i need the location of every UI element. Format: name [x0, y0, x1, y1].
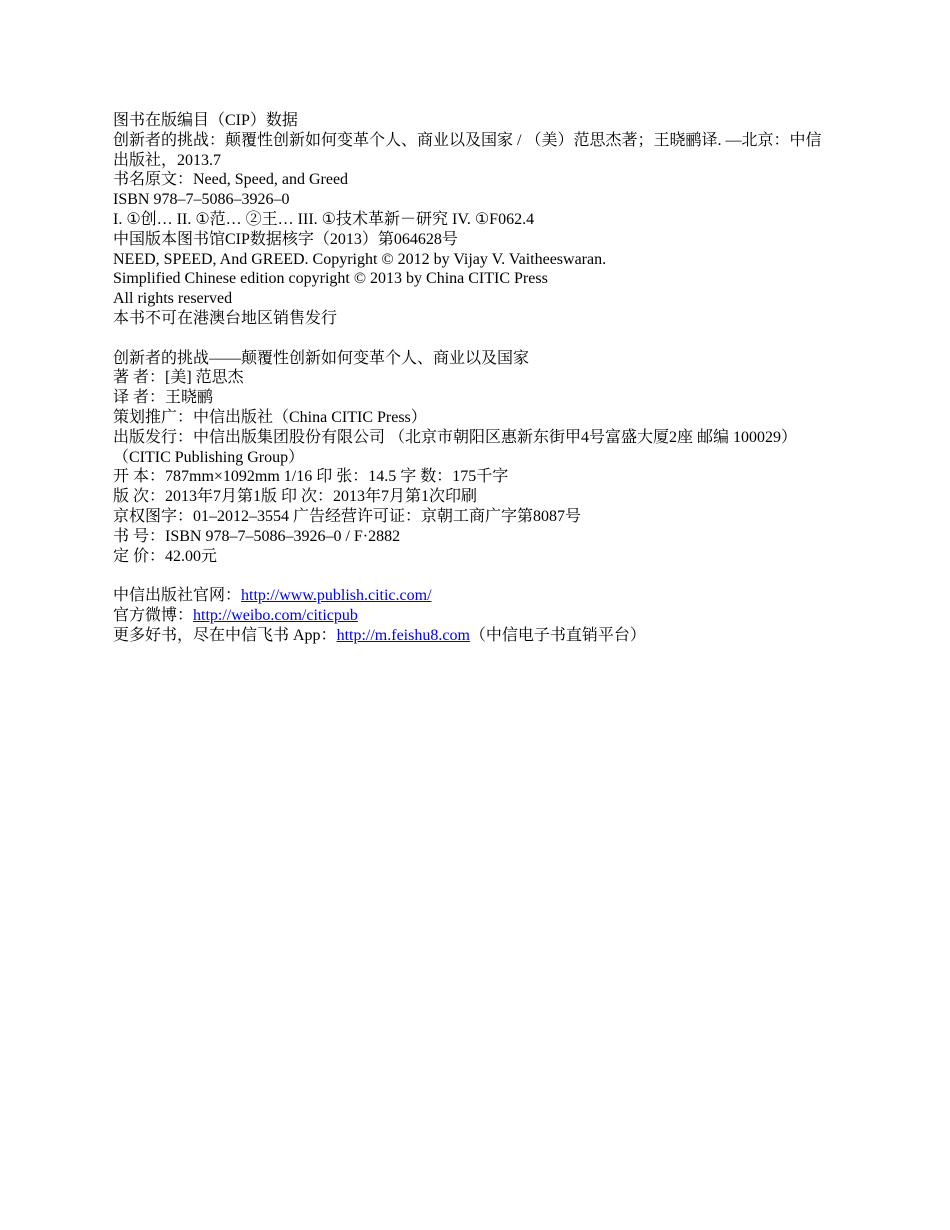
- cip-record: 创新者的挑战：颠覆性创新如何变革个人、商业以及国家 / （美）范思杰著；王晓鹂译. —北京：中信出版社，2013.7: [113, 131, 822, 169]
- cip-isbn: ISBN 978–7–5086–3926–0: [113, 191, 290, 209]
- license-line: 京权图字：01–2012–3554 广告经营许可证：京朝工商广字第8087号: [113, 507, 582, 525]
- cip-heading: 图书在版编目（CIP）数据: [113, 112, 298, 129]
- price-line: 定 价：42.00元: [113, 547, 218, 565]
- section-spacer: [113, 566, 833, 586]
- app-row: [113, 626, 833, 646]
- book-title: 创新者的挑战——颠覆性创新如何变革个人、商业以及国家: [113, 349, 530, 367]
- website-label: 中信出版社官网：: [113, 587, 242, 605]
- book-number-line: 书 号：ISBN 978–7–5086–3926–0 / F·2882: [113, 527, 401, 545]
- sales-restriction: 本书不可在港澳台地区销售发行: [113, 309, 338, 327]
- format-line: 开 本：787mm×1092mm 1/16 印 张：14.5 字 数：175千字: [113, 468, 509, 486]
- app-label: 更多好书，尽在中信飞书 App：: [113, 626, 337, 644]
- copyright-page: [113, 111, 833, 646]
- weibo-link[interactable]: http://weibo.com/citicpub: [193, 606, 358, 624]
- publisher-line: 出版发行：中信出版集团股份有限公司 （北京市朝阳区惠新东街甲4号富盛大厦2座 邮编 100029） （CITIC Publishing Group）: [113, 428, 798, 466]
- translator-line: 译 者：王晓鹂: [113, 389, 214, 407]
- rights-reserved: All rights reserved: [113, 290, 233, 308]
- original-title: 书名原文：Need, Speed, and Greed: [113, 171, 349, 189]
- section-spacer: [113, 329, 833, 349]
- planner-line: 策划推广：中信出版社（China CITIC Press）: [113, 408, 427, 426]
- weibo-row: [113, 606, 833, 626]
- cip-classification: I. ①创… II. ①范… ②王… III. ①技术革新－研究 IV. ①F062.4: [113, 210, 535, 228]
- weibo-label: 官方微博：: [113, 606, 194, 624]
- edition-line: 版 次：2013年7月第1版 印 次：2013年7月第1次印刷: [113, 488, 478, 506]
- copyright-original: NEED, SPEED, And GREED. Copyright © 2012 by Vijay V. Vaitheeswaran.: [113, 250, 607, 268]
- app-suffix: （中信电子书直销平台）: [469, 626, 646, 644]
- app-link[interactable]: http://m.feishu8.com: [336, 626, 470, 644]
- cip-verification-number: 中国版本图书馆CIP数据核字（2013）第064628号: [113, 230, 458, 248]
- website-link[interactable]: http://www.publish.citic.com/: [241, 587, 432, 605]
- copyright-chinese-edition: Simplified Chinese edition copyright © 2013 by China CITIC Press: [113, 270, 548, 288]
- website-row: [113, 586, 833, 606]
- author-line: 著 者：[美] 范思杰: [113, 369, 244, 387]
